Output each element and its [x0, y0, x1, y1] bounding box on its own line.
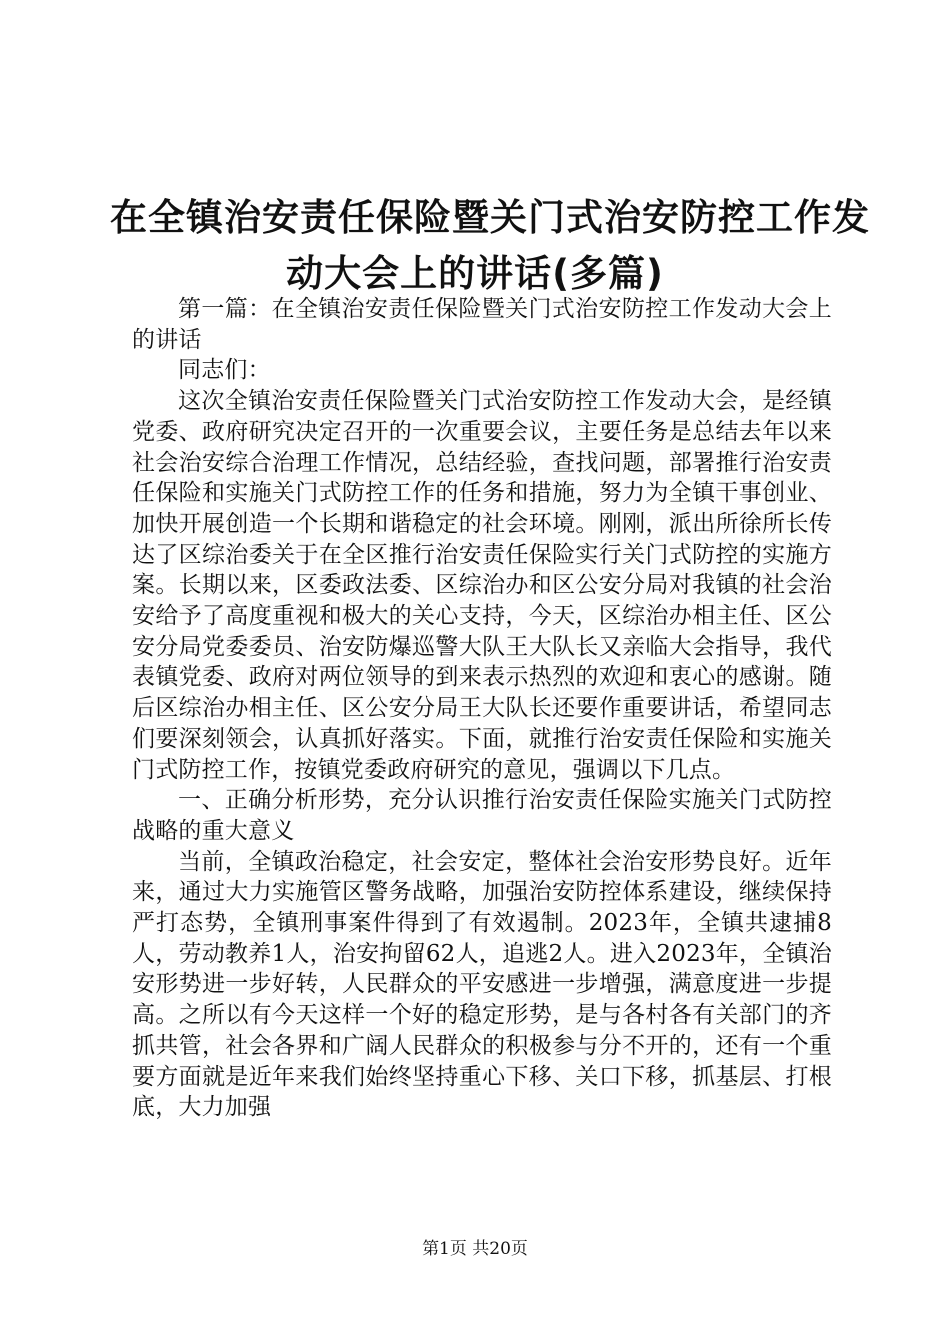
body-paragraph: 这次全镇治安责任保险暨关门式治安防控工作发动大会，是经镇党委、政府研究决定召开的一次重要会议，主要任务是总结去年以来社会治安综合治理工作情况，总结经验，查找问题，部署推行治安责任保险和实施关门式防控工作的任务和措施，努力为全镇干事创业、加快开展创造一个长期和谐稳定的社会环境。刚刚，派出所徐所长传达了区综治委关于在全区推行治安责任保险实行关门式防控的实施方案。长期以来，区委政法委、区综治办和区公安分局对我镇的社会治安给予了高度重视和极大的关心支持，今天，区综治办相主任、区公安分局党委委员、治安防爆巡警大队王大队长又亲临大会指导，我代表镇党委、政府对两位领导的到来表示热烈的欢迎和衷心的感谢。随后区综治办相主任、区公安分局王大队长还要作重要讲话，希望同志们要深刻领会，认真抓好落实。下面，就推行治安责任保险和实施关门式防控工作，按镇党委政府研究的意见，强调以下几点。	[132, 388, 832, 783]
section-heading-part-one: 第一篇：在全镇治安责任保险暨关门式治安防控工作发动大会上的讲话	[132, 296, 832, 353]
body-paragraph: 当前，全镇政治稳定，社会安定，整体社会治安形势良好。近年来，通过大力实施管区警务战略，加强治安防控体系建设，继续保持严打态势，全镇刑事案件得到了有效遏制。2023年，全镇共逮捕8人，劳动教养1人，治安拘留62人，追逃2人。进入2023年，全镇治安形势进一步好转，人民群众的平安感进一步增强，满意度进一步提高。之所以有今天这样一个好的稳定形势，是与各村各有关部门的齐抓共管，社会各界和广阔人民群众的积极参与分不开的，还有一个重要方面就是近年来我们始终坚持重心下移、关口下移，抓基层、打根底，大力加强	[132, 848, 832, 1121]
title-line-1: 在全镇治安责任保险暨关门式治安防控工作发	[110, 195, 870, 239]
salutation: 同志们：	[178, 357, 271, 384]
page-number-footer: 第1页 共20页	[422, 1239, 528, 1259]
title-line-2: 动大会上的讲话(多篇)	[286, 251, 664, 295]
document-body	[132, 294, 832, 1123]
document-title	[110, 190, 870, 302]
section-heading-one: 一、正确分析形势，充分认识推行治安责任保险实施关门式防控战略的重大意义	[132, 787, 832, 844]
